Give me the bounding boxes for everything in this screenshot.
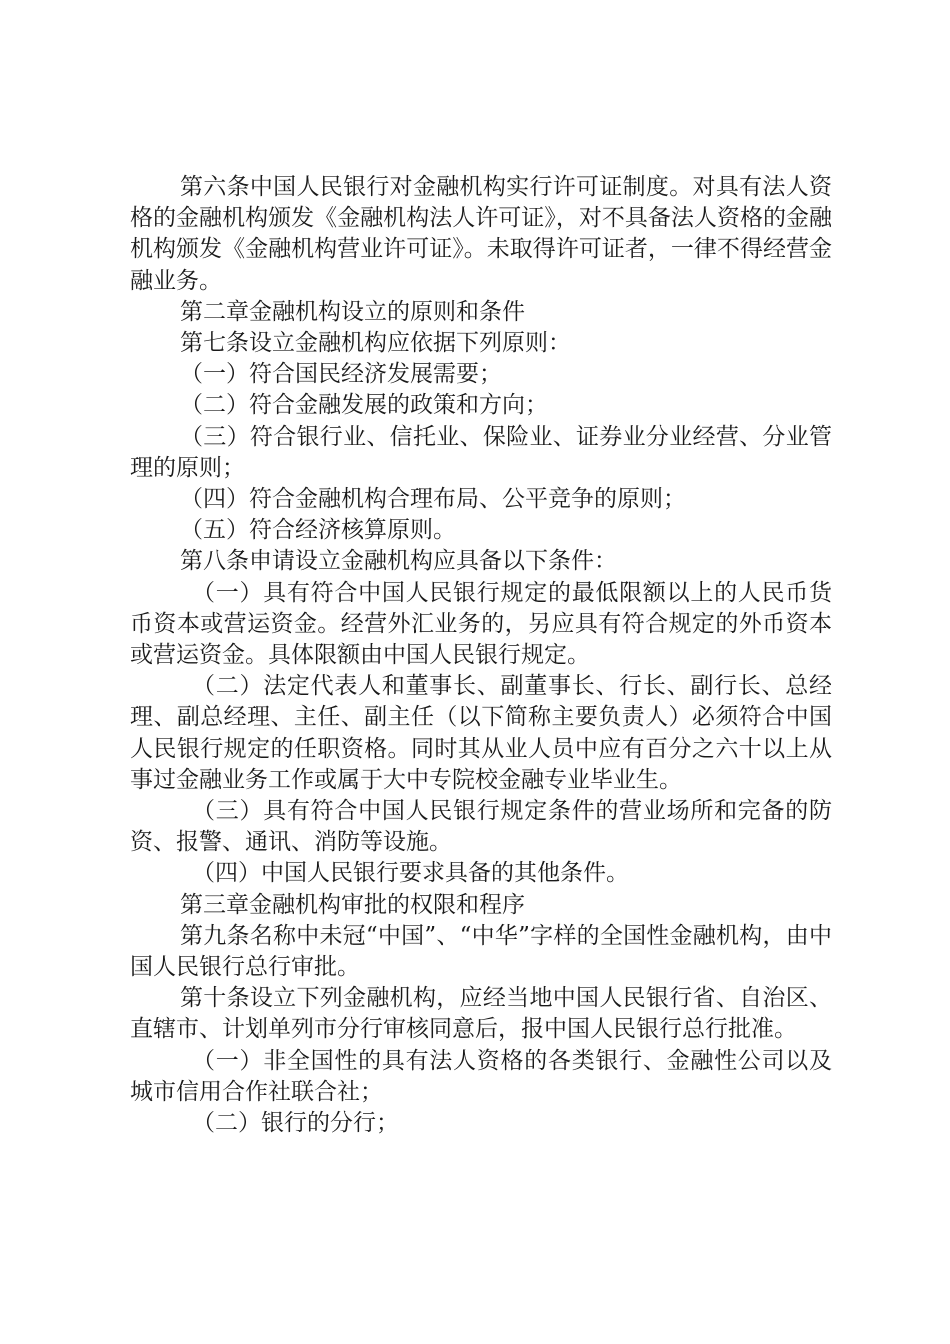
list-item-8-1: （一）具有符合中国人民银行规定的最低限额以上的人民币货币资本或营运资金。经营外汇业务的，另应具有符合规定的外币资本或营运资金。具体限额由中国人民银行规定。 xyxy=(130,579,832,669)
chapter-2-heading: 第二章金融机构设立的原则和条件 xyxy=(180,298,525,325)
list-item-7-1: （一）符合国民经济发展需要； xyxy=(180,361,502,388)
paragraph-article-7: 第七条设立金融机构应依据下列原则： xyxy=(180,330,571,357)
list-item-7-2: （二）符合金融发展的政策和方向； xyxy=(180,392,548,419)
paragraph-article-9: 第九条名称中未冠“中国”、“中华”字样的全国性金融机构，由中国人民银行总行审批。 xyxy=(130,922,832,981)
list-item-8-4: （四）中国人民银行要求具备的其他条件。 xyxy=(192,860,629,887)
list-item-7-3: （三）符合银行业、信托业、保险业、证券业分业经营、分业管理的原则； xyxy=(130,423,832,481)
list-item-7-5: （五）符合经济核算原则。 xyxy=(180,517,456,544)
list-item-8-3: （三）具有符合中国人民银行规定条件的营业场所和完备的防资、报警、通讯、消防等设施。 xyxy=(130,798,832,856)
list-item-10-1: （一）非全国性的具有法人资格的各类银行、金融性公司以及城市信用合作社联合社； xyxy=(130,1047,832,1105)
chapter-3-heading: 第三章金融机构审批的权限和程序 xyxy=(180,891,525,918)
paragraph-article-6: 第六条中国人民银行对金融机构实行许可证制度。对具有法人资格的金融机构颁发《金融机构法人许可证》，对不具备法人资格的金融机构颁发《金融机构营业许可证》。未取得许可证者，一律不得经营金融业务。 xyxy=(130,174,832,294)
paragraph-article-10: 第十条设立下列金融机构，应经当地中国人民银行省、自治区、直辖市、计划单列市分行审核同意后，报中国人民银行总行批准。 xyxy=(130,985,832,1043)
document-body xyxy=(130,172,832,1139)
list-item-10-2: （二）银行的分行； xyxy=(192,1110,399,1137)
list-item-7-4: （四）符合金融机构合理布局、公平竞争的原则； xyxy=(180,486,686,513)
paragraph-article-8: 第八条申请设立金融机构应具备以下条件： xyxy=(180,548,617,575)
list-item-8-2: （二）法定代表人和董事长、副董事长、行长、副行长、总经理、副总经理、主任、副主任（以下简称主要负责人）必须符合中国人民银行规定的任职资格。同时其从业人员中应有百分之六十以上从事过金融业务工作或属于大中专院校金融专业毕业生。 xyxy=(130,673,832,793)
